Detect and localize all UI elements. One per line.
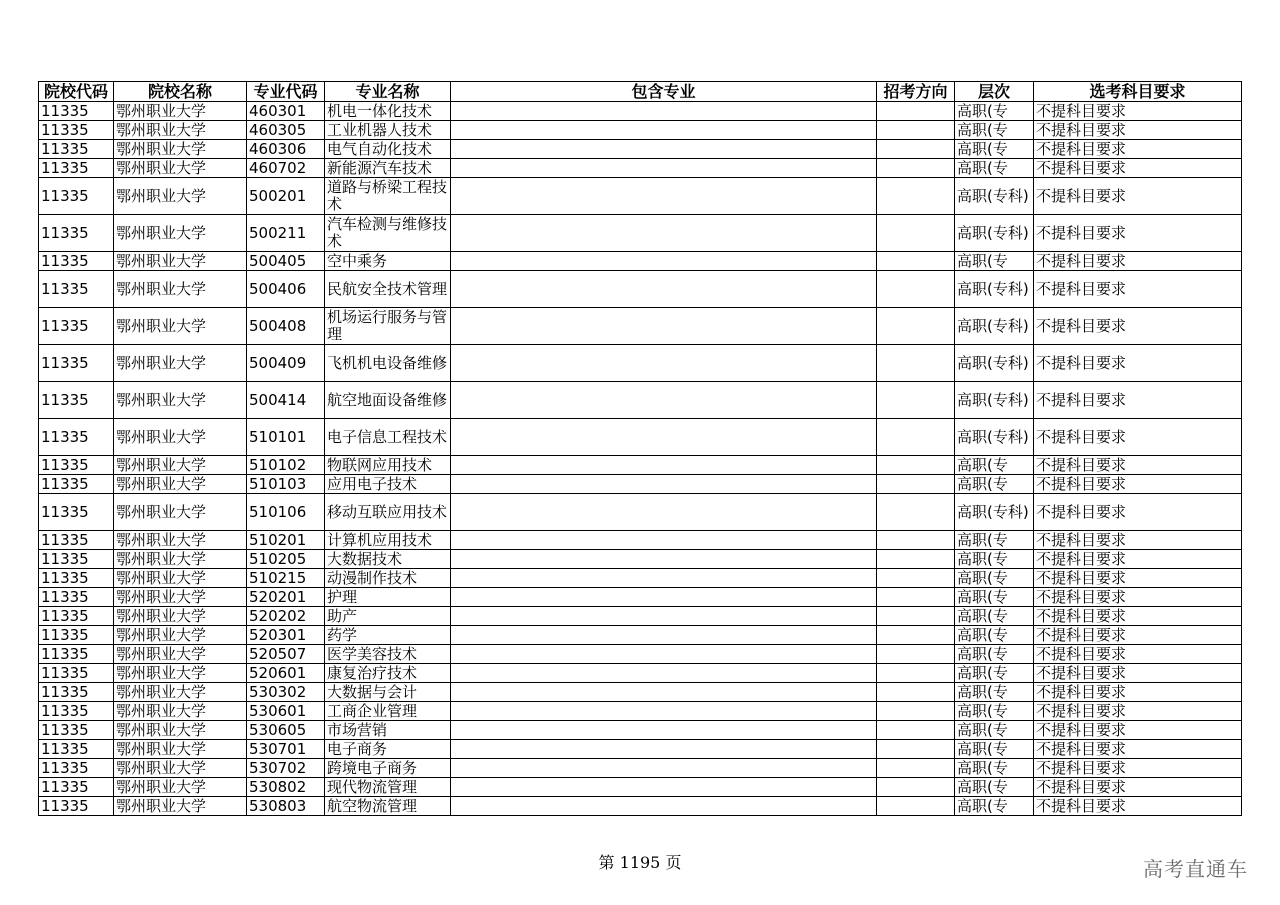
cell-major-name: 航空物流管理 [325,797,451,816]
cell-level: 高职(专 [955,683,1034,702]
cell-level: 高职(专 [955,531,1034,550]
header-direction: 招考方向 [877,82,955,102]
cell-included-majors [451,797,877,816]
cell-major-name: 计算机应用技术 [325,531,451,550]
cell-direction [877,252,955,271]
cell-level: 高职(专科) [955,382,1034,419]
cell-subject-requirement: 不提科目要求 [1034,588,1242,607]
cell-included-majors [451,740,877,759]
cell-included-majors [451,271,877,308]
cell-major-code: 530802 [247,778,325,797]
cell-school-name: 鄂州职业大学 [114,531,247,550]
cell-subject-requirement: 不提科目要求 [1034,419,1242,456]
cell-major-code: 530701 [247,740,325,759]
cell-level: 高职(专 [955,159,1034,178]
cell-school-name: 鄂州职业大学 [114,159,247,178]
cell-school-name: 鄂州职业大学 [114,550,247,569]
cell-major-code: 500406 [247,271,325,308]
cell-major-name: 药学 [325,626,451,645]
cell-subject-requirement: 不提科目要求 [1034,140,1242,159]
cell-direction [877,531,955,550]
cell-included-majors [451,215,877,252]
cell-subject-requirement: 不提科目要求 [1034,569,1242,588]
cell-school-name: 鄂州职业大学 [114,178,247,215]
table-row [39,702,1242,721]
cell-school-code: 11335 [39,550,114,569]
table-row [39,308,1242,345]
cell-subject-requirement: 不提科目要求 [1034,456,1242,475]
cell-school-name: 鄂州职业大学 [114,308,247,345]
cell-school-name: 鄂州职业大学 [114,102,247,121]
cell-school-name: 鄂州职业大学 [114,456,247,475]
cell-school-name: 鄂州职业大学 [114,778,247,797]
table-row [39,531,1242,550]
cell-major-code: 460305 [247,121,325,140]
cell-major-code: 530803 [247,797,325,816]
cell-subject-requirement: 不提科目要求 [1034,252,1242,271]
cell-direction [877,683,955,702]
cell-school-name: 鄂州职业大学 [114,721,247,740]
table-row [39,271,1242,308]
cell-school-name: 鄂州职业大学 [114,382,247,419]
cell-major-code: 520507 [247,645,325,664]
cell-included-majors [451,456,877,475]
cell-school-code: 11335 [39,252,114,271]
cell-level: 高职(专 [955,778,1034,797]
cell-included-majors [451,626,877,645]
cell-school-code: 11335 [39,178,114,215]
cell-subject-requirement: 不提科目要求 [1034,475,1242,494]
cell-school-code: 11335 [39,759,114,778]
cell-subject-requirement: 不提科目要求 [1034,626,1242,645]
cell-school-code: 11335 [39,531,114,550]
cell-major-code: 520601 [247,664,325,683]
cell-subject-requirement: 不提科目要求 [1034,759,1242,778]
cell-direction [877,121,955,140]
cell-subject-requirement: 不提科目要求 [1034,178,1242,215]
cell-major-code: 510215 [247,569,325,588]
cell-major-name: 移动互联应用技术 [325,494,451,531]
cell-level: 高职(专 [955,456,1034,475]
watermark-text: 高考直通车 [1143,857,1248,881]
cell-school-name: 鄂州职业大学 [114,345,247,382]
cell-major-name: 应用电子技术 [325,475,451,494]
cell-included-majors [451,178,877,215]
cell-major-name: 汽车检测与维修技术 [325,215,451,252]
cell-major-code: 530302 [247,683,325,702]
cell-major-code: 510205 [247,550,325,569]
cell-direction [877,140,955,159]
cell-level: 高职(专 [955,588,1034,607]
cell-direction [877,494,955,531]
cell-major-name: 现代物流管理 [325,778,451,797]
cell-included-majors [451,759,877,778]
table-row [39,550,1242,569]
cell-major-code: 460702 [247,159,325,178]
cell-school-code: 11335 [39,419,114,456]
table-row [39,159,1242,178]
cell-school-code: 11335 [39,778,114,797]
cell-level: 高职(专 [955,569,1034,588]
cell-major-name: 护理 [325,588,451,607]
cell-school-name: 鄂州职业大学 [114,252,247,271]
table-row [39,683,1242,702]
cell-level: 高职(专 [955,550,1034,569]
cell-direction [877,797,955,816]
cell-school-name: 鄂州职业大学 [114,140,247,159]
header-major-code: 专业代码 [247,82,325,102]
cell-major-name: 机场运行服务与管理 [325,308,451,345]
cell-major-code: 500408 [247,308,325,345]
cell-major-code: 500414 [247,382,325,419]
table-row [39,740,1242,759]
table-row [39,102,1242,121]
cell-direction [877,159,955,178]
cell-school-name: 鄂州职业大学 [114,759,247,778]
cell-included-majors [451,588,877,607]
cell-major-name: 医学美容技术 [325,645,451,664]
table-row [39,626,1242,645]
cell-level: 高职(专 [955,121,1034,140]
cell-major-code: 510102 [247,456,325,475]
table-row [39,494,1242,531]
cell-major-code: 510106 [247,494,325,531]
cell-direction [877,607,955,626]
cell-major-name: 飞机机电设备维修 [325,345,451,382]
cell-included-majors [451,159,877,178]
cell-included-majors [451,569,877,588]
cell-school-code: 11335 [39,140,114,159]
table-body [39,102,1242,816]
cell-major-name: 空中乘务 [325,252,451,271]
cell-major-name: 航空地面设备维修 [325,382,451,419]
cell-school-name: 鄂州职业大学 [114,215,247,252]
cell-major-code: 500409 [247,345,325,382]
cell-school-code: 11335 [39,721,114,740]
cell-major-name: 市场营销 [325,721,451,740]
cell-direction [877,382,955,419]
cell-school-name: 鄂州职业大学 [114,588,247,607]
cell-subject-requirement: 不提科目要求 [1034,494,1242,531]
header-school-code: 院校代码 [39,82,114,102]
cell-subject-requirement: 不提科目要求 [1034,607,1242,626]
cell-major-name: 跨境电子商务 [325,759,451,778]
cell-school-code: 11335 [39,159,114,178]
cell-subject-requirement: 不提科目要求 [1034,721,1242,740]
header-level: 层次 [955,82,1034,102]
cell-school-name: 鄂州职业大学 [114,702,247,721]
cell-level: 高职(专 [955,475,1034,494]
cell-major-name: 大数据与会计 [325,683,451,702]
cell-direction [877,588,955,607]
cell-school-code: 11335 [39,702,114,721]
table-row [39,588,1242,607]
cell-major-code: 530605 [247,721,325,740]
cell-subject-requirement: 不提科目要求 [1034,797,1242,816]
cell-major-name: 机电一体化技术 [325,102,451,121]
cell-major-name: 道路与桥梁工程技术 [325,178,451,215]
cell-school-code: 11335 [39,569,114,588]
cell-included-majors [451,683,877,702]
cell-direction [877,456,955,475]
cell-subject-requirement: 不提科目要求 [1034,121,1242,140]
cell-included-majors [451,607,877,626]
cell-subject-requirement: 不提科目要求 [1034,683,1242,702]
cell-direction [877,645,955,664]
cell-direction [877,215,955,252]
cell-major-name: 助产 [325,607,451,626]
cell-included-majors [451,494,877,531]
cell-major-name: 民航安全技术管理 [325,271,451,308]
cell-included-majors [451,102,877,121]
cell-subject-requirement: 不提科目要求 [1034,664,1242,683]
cell-direction [877,475,955,494]
table-row [39,797,1242,816]
header-included-majors: 包含专业 [451,82,877,102]
cell-level: 高职(专 [955,645,1034,664]
cell-school-name: 鄂州职业大学 [114,683,247,702]
table-row [39,382,1242,419]
cell-level: 高职(专 [955,721,1034,740]
cell-school-name: 鄂州职业大学 [114,419,247,456]
cell-school-code: 11335 [39,797,114,816]
cell-included-majors [451,419,877,456]
cell-included-majors [451,550,877,569]
cell-school-name: 鄂州职业大学 [114,494,247,531]
cell-level: 高职(专 [955,702,1034,721]
cell-major-code: 510201 [247,531,325,550]
cell-direction [877,759,955,778]
cell-major-name: 大数据技术 [325,550,451,569]
cell-level: 高职(专科) [955,178,1034,215]
cell-subject-requirement: 不提科目要求 [1034,215,1242,252]
cell-included-majors [451,252,877,271]
cell-school-code: 11335 [39,215,114,252]
table-row [39,252,1242,271]
cell-school-code: 11335 [39,475,114,494]
cell-major-code: 530702 [247,759,325,778]
table-row [39,759,1242,778]
cell-subject-requirement: 不提科目要求 [1034,345,1242,382]
cell-level: 高职(专 [955,626,1034,645]
cell-major-code: 520201 [247,588,325,607]
cell-direction [877,271,955,308]
table-row [39,569,1242,588]
cell-school-code: 11335 [39,740,114,759]
table-row [39,778,1242,797]
cell-school-code: 11335 [39,121,114,140]
cell-direction [877,740,955,759]
table-row [39,607,1242,626]
cell-school-code: 11335 [39,626,114,645]
cell-level: 高职(专 [955,252,1034,271]
cell-school-code: 11335 [39,456,114,475]
cell-subject-requirement: 不提科目要求 [1034,550,1242,569]
cell-level: 高职(专科) [955,271,1034,308]
header-school-name: 院校名称 [114,82,247,102]
cell-direction [877,702,955,721]
cell-included-majors [451,721,877,740]
cell-school-code: 11335 [39,494,114,531]
table-row [39,475,1242,494]
cell-school-code: 11335 [39,664,114,683]
cell-included-majors [451,345,877,382]
table-row [39,140,1242,159]
cell-major-name: 电子商务 [325,740,451,759]
cell-level: 高职(专 [955,607,1034,626]
cell-subject-requirement: 不提科目要求 [1034,645,1242,664]
admissions-table [38,81,1242,816]
cell-school-code: 11335 [39,645,114,664]
cell-major-code: 460301 [247,102,325,121]
cell-subject-requirement: 不提科目要求 [1034,308,1242,345]
cell-major-code: 520301 [247,626,325,645]
cell-subject-requirement: 不提科目要求 [1034,702,1242,721]
header-subject-requirement: 选考科目要求 [1034,82,1242,102]
cell-level: 高职(专 [955,759,1034,778]
cell-direction [877,569,955,588]
cell-school-code: 11335 [39,683,114,702]
cell-school-name: 鄂州职业大学 [114,664,247,683]
table-row [39,721,1242,740]
cell-level: 高职(专科) [955,494,1034,531]
cell-level: 高职(专 [955,102,1034,121]
cell-major-code: 500201 [247,178,325,215]
cell-school-code: 11335 [39,382,114,419]
cell-included-majors [451,531,877,550]
cell-direction [877,345,955,382]
table-row [39,645,1242,664]
cell-direction [877,721,955,740]
cell-level: 高职(专 [955,797,1034,816]
cell-level: 高职(专科) [955,419,1034,456]
cell-direction [877,308,955,345]
header-major-name: 专业名称 [325,82,451,102]
cell-included-majors [451,140,877,159]
cell-subject-requirement: 不提科目要求 [1034,740,1242,759]
cell-subject-requirement: 不提科目要求 [1034,382,1242,419]
table-row [39,456,1242,475]
cell-direction [877,178,955,215]
cell-school-code: 11335 [39,102,114,121]
cell-school-code: 11335 [39,308,114,345]
cell-subject-requirement: 不提科目要求 [1034,271,1242,308]
cell-level: 高职(专科) [955,215,1034,252]
cell-major-code: 500211 [247,215,325,252]
table-row [39,121,1242,140]
cell-major-code: 530601 [247,702,325,721]
cell-major-code: 520202 [247,607,325,626]
header-row [39,82,1242,102]
cell-major-code: 510101 [247,419,325,456]
table-row [39,215,1242,252]
cell-school-name: 鄂州职业大学 [114,271,247,308]
cell-major-name: 动漫制作技术 [325,569,451,588]
cell-subject-requirement: 不提科目要求 [1034,531,1242,550]
cell-included-majors [451,645,877,664]
cell-school-code: 11335 [39,607,114,626]
cell-direction [877,419,955,456]
cell-subject-requirement: 不提科目要求 [1034,102,1242,121]
page-number: 第 1195 页 [598,853,682,872]
cell-major-name: 新能源汽车技术 [325,159,451,178]
cell-major-name: 工业机器人技术 [325,121,451,140]
table-row [39,178,1242,215]
cell-included-majors [451,475,877,494]
cell-major-code: 500405 [247,252,325,271]
cell-major-code: 460306 [247,140,325,159]
cell-level: 高职(专 [955,140,1034,159]
cell-major-name: 电子信息工程技术 [325,419,451,456]
cell-subject-requirement: 不提科目要求 [1034,778,1242,797]
cell-school-name: 鄂州职业大学 [114,740,247,759]
cell-school-name: 鄂州职业大学 [114,797,247,816]
cell-included-majors [451,121,877,140]
cell-direction [877,550,955,569]
table-row [39,419,1242,456]
cell-school-name: 鄂州职业大学 [114,607,247,626]
cell-school-code: 11335 [39,588,114,607]
cell-included-majors [451,308,877,345]
cell-major-name: 电气自动化技术 [325,140,451,159]
table-row [39,664,1242,683]
cell-level: 高职(专科) [955,345,1034,382]
cell-included-majors [451,778,877,797]
cell-school-name: 鄂州职业大学 [114,626,247,645]
cell-school-name: 鄂州职业大学 [114,645,247,664]
cell-school-name: 鄂州职业大学 [114,121,247,140]
cell-major-name: 物联网应用技术 [325,456,451,475]
cell-direction [877,778,955,797]
cell-direction [877,102,955,121]
cell-direction [877,664,955,683]
cell-level: 高职(专 [955,740,1034,759]
cell-included-majors [451,382,877,419]
cell-school-name: 鄂州职业大学 [114,475,247,494]
cell-major-name: 工商企业管理 [325,702,451,721]
cell-direction [877,626,955,645]
cell-school-code: 11335 [39,345,114,382]
table-row [39,345,1242,382]
cell-school-code: 11335 [39,271,114,308]
cell-major-code: 510103 [247,475,325,494]
cell-level: 高职(专科) [955,308,1034,345]
cell-subject-requirement: 不提科目要求 [1034,159,1242,178]
cell-included-majors [451,702,877,721]
cell-included-majors [451,664,877,683]
cell-major-name: 康复治疗技术 [325,664,451,683]
cell-level: 高职(专 [955,664,1034,683]
cell-school-name: 鄂州职业大学 [114,569,247,588]
